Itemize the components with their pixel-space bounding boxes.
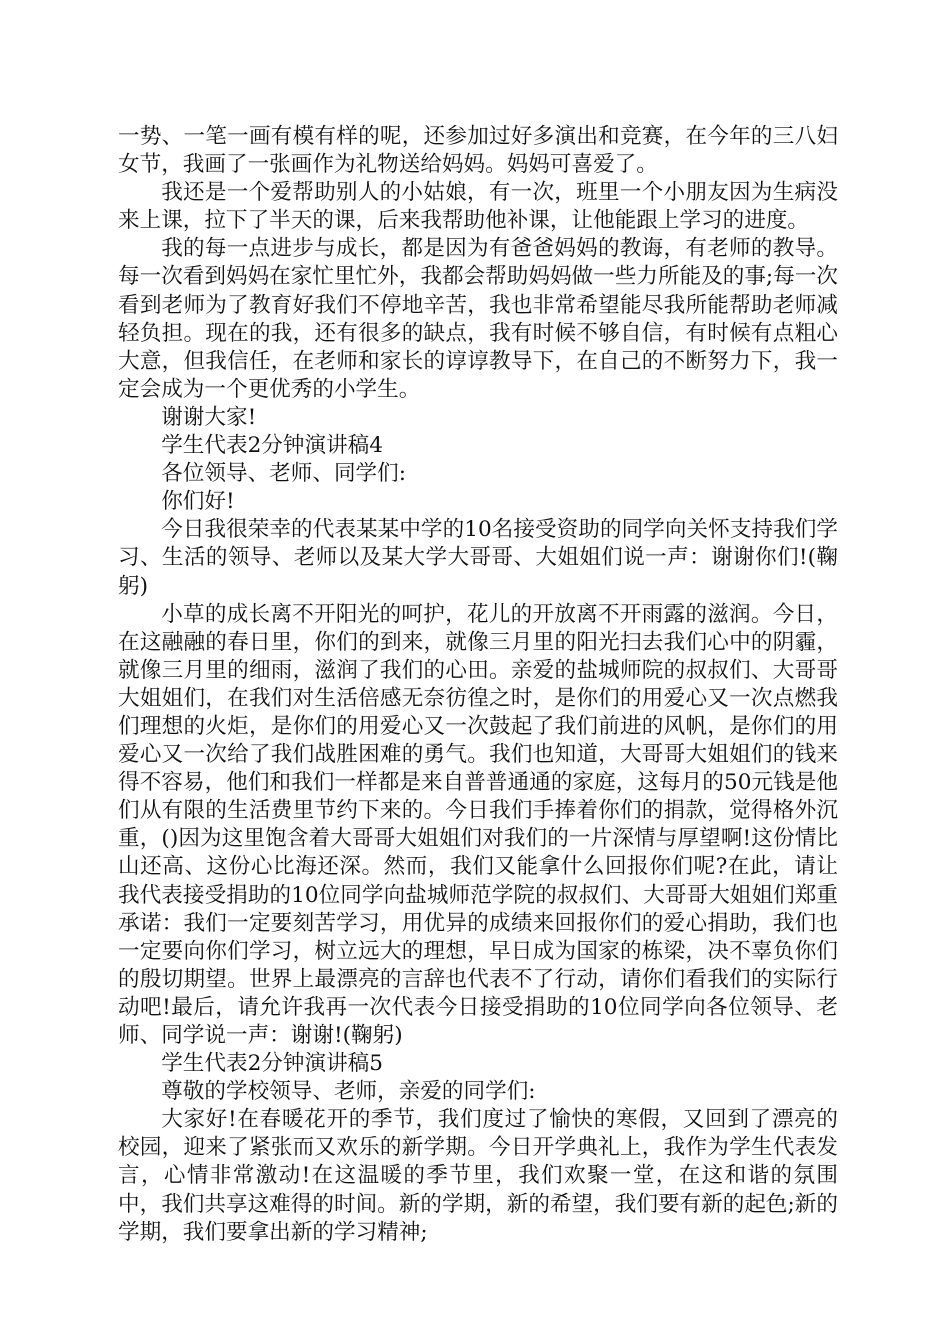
closing-line: 谢谢大家!	[161, 404, 257, 430]
paragraph: 我的每一点进步与成长，都是因为有爸爸妈妈的教诲，有老师的教导。每一次看到妈妈在家忙里忙外，我都会帮助妈妈做一些力所能及的事;每一次看到老师为了教育好我们不停地辛苦，我也非常希望能尽我所能帮助老师减轻负担。现在的我，还有很多的缺点，我有时候不够自信，有时候有点粗心大意，但我信任，在老师和家长的谆谆教导下，在自己的不断努力下，我一定会成为一个更优秀的小学生。	[118, 236, 838, 402]
section-heading: 学生代表2分钟演讲稿4	[161, 433, 384, 459]
paragraph: 今日我很荣幸的代表某某中学的10名接受资助的同学向关怀支持我们学习、生活的领导、老师以及某大学大哥哥、大姐姐们说一声：谢谢你们!(鞠躬)	[118, 517, 838, 599]
paragraph: 一势、一笔一画有模有样的呢，还参加过好多演出和竞赛，在今年的三八妇女节，我画了一张画作为礼物送给妈妈。妈妈可喜爱了。	[118, 124, 838, 178]
paragraph: 大家好!在春暖花开的季节，我们度过了愉快的寒假，又回到了漂亮的校园，迎来了紧张而又欢乐的新学期。今日开学典礼上，我作为学生代表发言，心情非常激动!在这温暖的季节里，我们欢聚一堂，在这和谐的氛围中，我们共享这难得的时间。新的学期，新的希望，我们要有新的起色;新的学期，我们要拿出新的学习精神;	[118, 1107, 838, 1245]
salutation: 尊敬的学校领导、老师，亲爱的同学们:	[161, 1079, 536, 1105]
salutation: 各位领导、老师、同学们:	[161, 461, 406, 487]
document-body	[118, 123, 838, 1247]
section-heading: 学生代表2分钟演讲稿5	[161, 1051, 384, 1077]
paragraph: 小草的成长离不开阳光的呵护，花儿的开放离不开雨露的滋润。今日，在这融融的春日里，你们的到来，就像三月里的阳光扫去我们心中的阴霾，就像三月里的细雨，滋润了我们的心田。亲爱的盐城师院的叔叔们、大哥哥大姐姐们，在我们对生活倍感无奈彷徨之时，是你们的用爱心又一次点燃我们理想的火炬，是你们的用爱心又一次鼓起了我们前进的风帆，是你们的用爱心又一次给了我们战胜困难的勇气。我们也知道，大哥哥大姐姐们的钱来得不容易，他们和我们一样都是来自普普通通的家庭，这每月的50元钱是他们从有限的生活费里节约下来的。今日我们手捧着你们的捐款，觉得格外沉重，()因为这里饱含着大哥哥大姐姐们对我们的一片深情与厚望啊!这份情比山还高、这份心比海还深。然而，我们又能拿什么回报你们呢?在此，请让我代表接受捐助的10位同学向盐城师范学院的叔叔们、大哥哥大姐姐们郑重承诺：我们一定要刻苦学习，用优异的成绩来回报你们的爱心捐助，我们也一定要向你们学习，树立远大的理想，早日成为国家的栋梁，决不辜负你们的殷切期望。世界上最漂亮的言辞也代表不了行动，请你们看我们的实际行动吧!最后，请允许我再一次代表今日接受捐助的10位同学向各位领导、老师、同学说一声：谢谢!(鞠躬)	[118, 601, 838, 1048]
greeting: 你们好!	[161, 489, 235, 515]
paragraph: 我还是一个爱帮助别人的小姑娘，有一次，班里一个小朋友因为生病没来上课，拉下了半天的课，后来我帮助他补课，让他能跟上学习的进度。	[118, 180, 838, 234]
